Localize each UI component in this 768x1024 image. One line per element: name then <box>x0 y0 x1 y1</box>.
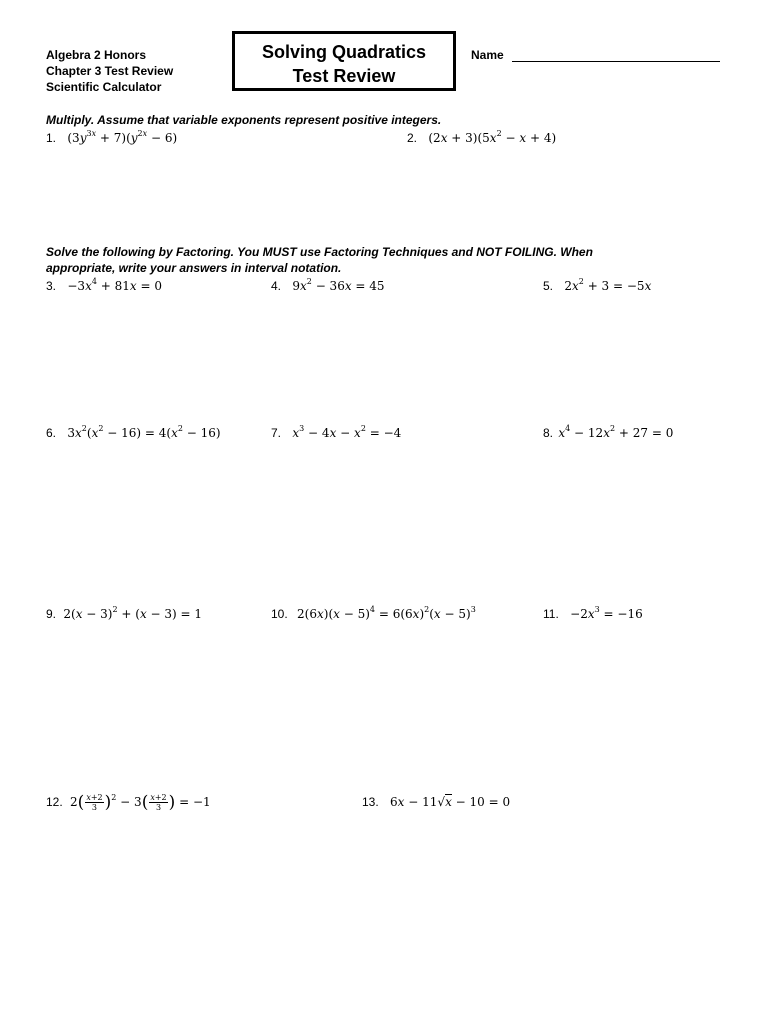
expression: $3x^2(x^2 - 16) = 4(x^2 - 16)$ <box>67 424 221 440</box>
name-field[interactable] <box>512 61 720 62</box>
expression: $2x^2 + 3 = -5x$ <box>564 277 652 293</box>
expression: $x^3 - 4x - x^2 = -4$ <box>292 424 402 440</box>
problem-11 <box>543 606 643 622</box>
expression: 6x − 11√x − 10 = 0 <box>390 795 511 809</box>
problem-number: 4. <box>271 279 282 293</box>
problem-number: 7. <box>271 426 282 440</box>
problem-7 <box>271 425 401 441</box>
problem-number: 5. <box>543 279 554 293</box>
expression: $x^4 - 12x^2 + 27 = 0$ <box>558 424 674 440</box>
expression: $2(x - 3)^2 + (x - 3) = 1$ <box>63 605 203 621</box>
problem-4 <box>271 278 385 294</box>
factor-instruction-line-2: appropriate, write your answers in interval notation. <box>46 261 342 275</box>
multiply-instruction: Multiply. Assume that variable exponents represent positive integers. <box>46 113 442 127</box>
problem-13 <box>362 794 510 810</box>
expression: $-2x^3 = -16$ <box>570 605 643 621</box>
problem-number: 1. <box>46 131 57 145</box>
problem-number: 3. <box>46 279 57 293</box>
problem-10 <box>271 606 476 622</box>
problem-number: 12. <box>46 795 63 809</box>
factor-instruction-line-1: Solve the following by Factoring. You MUST use Factoring Techniques and NOT FOILING. When <box>46 245 593 259</box>
problem-9 <box>46 606 202 622</box>
problem-number: 13. <box>362 795 379 809</box>
title-line-2: Test Review <box>292 66 396 86</box>
problem-6 <box>46 425 221 441</box>
factor-instruction <box>46 244 593 276</box>
course-name: Algebra 2 Honors <box>46 48 147 62</box>
problem-number: 9. <box>46 607 57 621</box>
calculator-note: Scientific Calculator <box>46 80 162 94</box>
header-info <box>46 47 173 95</box>
problem-number: 8. <box>543 426 554 440</box>
expression: 2( $\frac{x+2}{3}$ )$^2$ − 3( $\frac{x+2}{3}$ ) = −1 <box>70 792 211 813</box>
title-box <box>232 31 456 91</box>
expression: $2(6x)(x - 5)^4 = 6(6x)^2(x - 5)^3$ <box>297 605 476 621</box>
problem-number: 6. <box>46 426 57 440</box>
problem-number: 2. <box>407 131 418 145</box>
expression: $(2x + 3)(5x^2 - x + 4)$ <box>428 129 557 145</box>
problem-5 <box>543 278 651 294</box>
chapter-name: Chapter 3 Test Review <box>46 64 174 78</box>
expression: $9x^2 - 36x = 45$ <box>292 277 385 293</box>
expression: $-3x^4 + 81x = 0$ <box>67 277 162 293</box>
problem-number: 10. <box>271 607 288 621</box>
problem-8 <box>543 425 673 441</box>
problem-12 <box>46 791 211 814</box>
title-line-1: Solving Quadratics <box>261 42 427 62</box>
name-label: Name <box>471 48 504 62</box>
problem-number: 11. <box>543 607 559 621</box>
problem-1 <box>46 130 177 146</box>
problem-3 <box>46 278 162 294</box>
problem-2 <box>407 130 556 146</box>
expression: $(3y^{3x} + 7)(y^{2x} - 6)$ <box>67 129 178 145</box>
